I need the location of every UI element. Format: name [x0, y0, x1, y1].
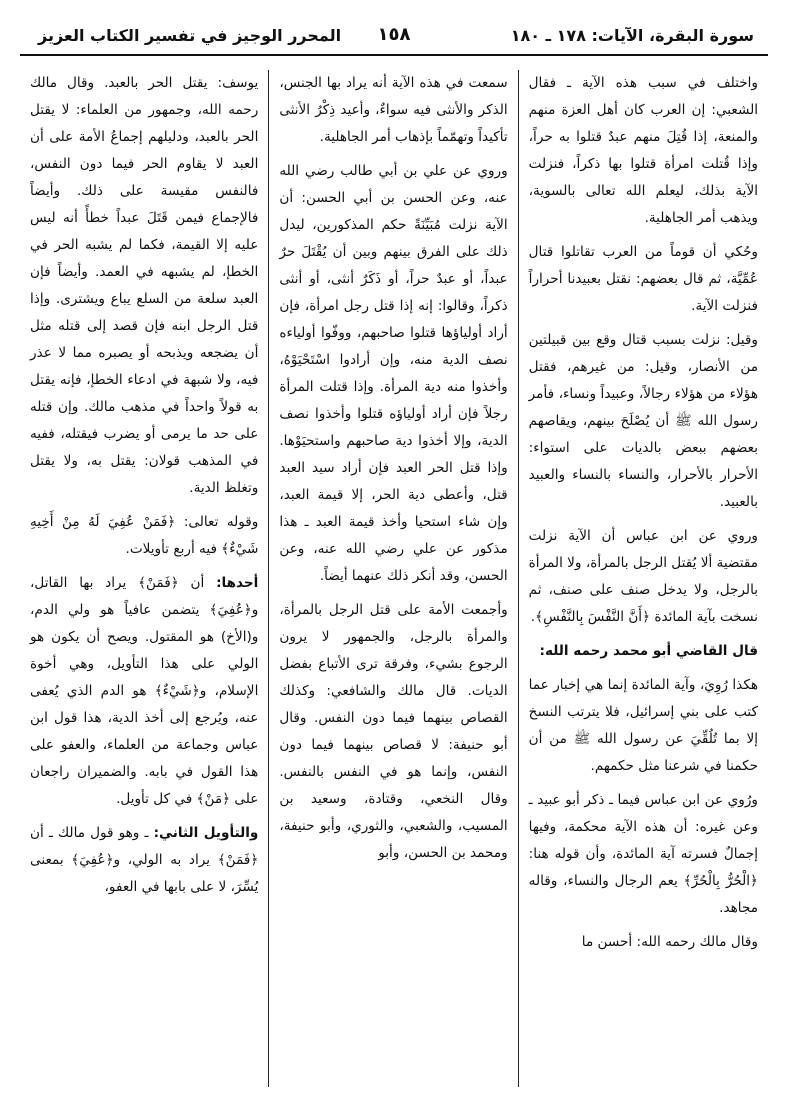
surah-running-head: سورة البقرة، الآيات: ١٧٨ ـ ١٨٠ [510, 26, 754, 45]
paragraph-lead: والتأويل الثاني: [153, 825, 259, 841]
page-number: ١٥٨ [377, 24, 411, 45]
paragraph: سمعت في هذه الآية أنه يراد بها الجنس، الذكر والأنثى فيه سواءٌ، وأعيد ذِكْرُ الأنثى تأكيداً وتهمّماً بإذهاب أمر الجاهلية. [279, 75, 508, 145]
paragraph: وأجمعت الأمة على قتل الرجل بالمرأة، والمرأة بالرجل، والجمهور لا يرون الرجوع بشيء، وفرقة ترى الأتباع بفضل الديات. قال مالك والشافعي: وكذلك القصاص بينهما فيما دون النفس. وقال أبو حنيفة: لا قصاص بينهما فيما دون النفس، وإنما هو في النفس بالنفس. وقال النخعي، وقتادة، وسعيد بن المسيب، والشعبي، والثوري، وأبو حنيفة، ومحمد بن الحسن، وأبو [279, 602, 508, 861]
paragraph: وحُكي أن قوماً من العرب تقاتلوا قتال عُمِّيَّة، ثم قال بعضهم: نقتل بعبيدنا أحراراً فنزلت الآية. [528, 244, 758, 314]
paragraph [30, 570, 258, 813]
paragraph-body: ـ وهو قول مالك ـ أن ﴿فَمَنْ﴾ يراد به الولي، و﴿عُفِيَ﴾ بمعنى يُسِّرَ، لا على بابها في العفو، [30, 825, 259, 895]
paragraph: هكذا رُوِيَ، وآية المائدة إنما هي إخبار عما كتب على بني إسرائيل، فلا يترتب النسخ إلا بما تُلُقِّيَ عن رسول الله ﷺ من أن حكمنا في شرعنا مثل حكمهم. [528, 677, 758, 774]
paragraph: يوسف: يقتل الحر بالعبد. وقال مالك رحمه الله، وجمهور من العلماء: لا يقتل الحر بالعبد، ودليلهم إجماعُ الأمة على أن العبد لا يقاوم الحر فيما دون النفس، فالنفس مقيسة على ذلك. وأيضاً فالإجماع فيمن قَتَلَ عبداً خطأً أنه ليس عليه إلا القيمة، فكما لم يشبه الحر في الخطإ، لم يشبهه في العمد. وأيضاً فإن العبد سلعة من السلع يباع ويشترى. وإذا قتل الرجل ابنه فإن قصد إلى قتله مثل أن يضجعه ويذبحه أو يصبره مما لا عذر فيه، ولا شبهة في ادعاء الخطإ، فإنه يقتل به قولاً واحداً في مذهب مالك. وإن قتله على حد ما يرمى أو يضرب فيقتله، ففيه في المذهب قولان: يقتل به، ولا يقتل وتغلظ الدية. [30, 75, 259, 496]
paragraph: وروي عن ابن عباس أن الآية نزلت مقتضية ألا يُقتل الرجل بالمرأة، ولا المرأة بالرجل، ولا يدخل صنف على صنف، ثم نسخت بآية المائدة ﴿أَنَّ النَّفْسَ بِالنَّفْسِ﴾. [528, 528, 758, 625]
paragraph-body: أن ﴿فَمَنْ﴾ يراد بها القاتل، و﴿عُفِيَ﴾ يتضمن عافياً هو ولي الدم، و(الأخ) هو المقتول. ويصح أن يكون هو الولي على هذا التأويل، وهي أخوة الإسلام، و﴿شَيْءٌ﴾ هو الدم الذي يُعفى عنه، ويُرجع إلى أخذ الدية، هذا قول ابن عباس وجماعة من العلماء، والعفو على هذا القول في بابه. والضميران راجعان على ﴿مَنْ﴾ في كل تأويل. [30, 575, 259, 807]
page-header [20, 22, 768, 56]
left-column [20, 70, 269, 1087]
paragraph-lead: أحدها: [216, 575, 259, 591]
paragraph: وقال مالك رحمه الله: أحسن ما [581, 934, 758, 950]
right-column [519, 70, 768, 1087]
text-columns [20, 70, 768, 1087]
section-heading: قال القاضي أبو محمد رحمه الله: [539, 643, 758, 659]
book-title-running-head: المحرر الوجيز في تفسير الكتاب العزيز [38, 26, 342, 45]
paragraph: وقيل: نزلت بسبب قتال وقع بين قبيلتين من الأنصار، وقيل: من غيرهم، فقتل هؤلاء من هؤلاء رجالاً، وعبيداً ونساء، فأمر رسول الله ﷺ أن يُصْلَحَ بينهم، ويقاصهم بعضهم ببعض بالديات على استواء: الأحرار بالأحرار، والنساء بالنساء والعبيد بالعبيد. [528, 332, 758, 510]
paragraph [30, 820, 258, 901]
middle-column [269, 70, 518, 1087]
paragraph: ورُوي عن ابن عباس فيما ـ ذكر أبو عبيد ـ وعن غيره: أن هذه الآية محكمة، وفيها إجمالٌ فسرته آية المائدة، وأن قوله هنا: ﴿الْحُرُّ بِالْحُرِّ﴾ يعم الرجال والنساء، وقاله مجاهد. [528, 792, 758, 916]
paragraph: وروي عن علي بن أبي طالب رضي الله عنه، وعن الحسن بن أبي الحسن: أن الآية نزلت مُبَيِّنَةً حكم المذكورين، ليدل ذلك على الفرق بينهم وبين أن يُقْتَلَ حرٌ عبداً، أو عبدٌ حراً، أو ذَكَرٌ أنثى، أو أنثى ذكراً، وقالوا: إنه إذا قتل رجل امرأة، فإن أراد أولياؤها قتلوا صاحبهم، ووفّوا أولياءه نصف الدية منه، وإن أرادوا اسْتَحْيَوْهُ، وأخذوا منه دية المرأة. وإذا قتلت المرأة رجلاً فإن أراد أولياؤه قتلوا وأخذوا نصف الدية، وإلا أخذوا دية صاحبهم واستحيَوْها. وإذا قتل الحر العبد فإن أراد سيد العبد قتل، وأعطى دية الحر، إلا قيمة العبد، وإن شاء استحيا وأخذ قيمة العبد ـ هذا مذكور عن علي رضي الله عنه، وعن الحسن، وقد أنكر ذلك عنهما أيضاً. [279, 163, 508, 584]
paragraph: واختلف في سبب هذه الآية ـ فقال الشعبي: إن العرب كان أهل العزة منهم والمنعة، إذا قُتِلَ منهم عبدٌ قتلوا به حراً، وإذا قُتلت امرأة قتلوا بها ذكراً، فنزلت الآية بذلك، ليعلم الله تعالى بالسوية، ويذهب أمر الجاهلية. [528, 75, 758, 226]
paragraph: وقوله تعالى: ﴿فَمَنْ عُفِيَ لَهُ مِنْ أَخِيهِ شَيْءٌ﴾ فيه أربع تأويلات. [30, 514, 259, 557]
